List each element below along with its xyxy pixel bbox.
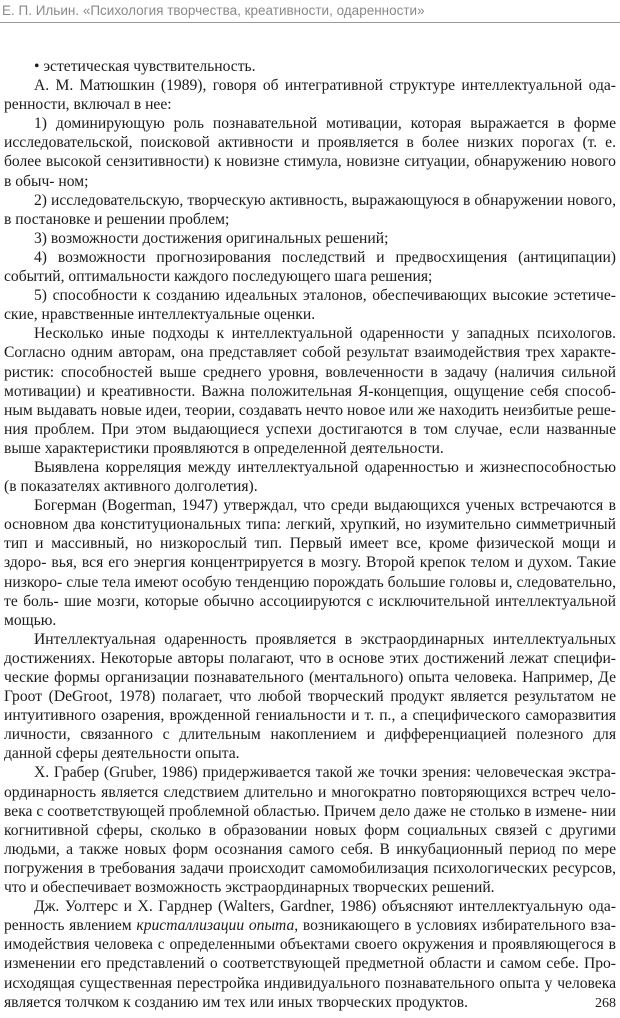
paragraph — [4, 76, 616, 114]
text-line: Интеллектуальная одаренность проявляется в экстраординарных интеллектуальных — [34, 630, 616, 648]
header-rule — [0, 22, 620, 23]
running-head — [0, 0, 620, 30]
paragraph — [4, 897, 616, 1012]
text-line: нии когнитивной сферы, сколько в образовании новых форм социальных связей с другими — [4, 802, 616, 839]
text-line: А. М. Матюшкин (1989), говоря об интегративной структуре интеллектуальной ода- — [34, 77, 616, 95]
emphasis-term: кристаллизации опыта, — [136, 917, 299, 935]
text-line: Богерман (Bogerman, 1947) утверждал, что среди выдающихся ученых встречаются в — [34, 497, 616, 515]
paragraph — [4, 496, 616, 630]
paragraph — [4, 763, 616, 897]
paragraph — [4, 229, 616, 248]
text-line: имодействия человека с определенными объектами своего окружения и проявляющегося в — [4, 936, 616, 954]
text-line: (в показателях активного долголетия). — [4, 478, 258, 496]
text-line: ческие формы организации познавательного (ментального) опыта человека. Например, Де — [4, 669, 616, 686]
paragraph — [4, 57, 616, 76]
text-line: ординарность является следствием длительно и многократно повторяющихся встреч чело- — [4, 783, 616, 801]
paragraph — [4, 630, 616, 764]
body-text — [4, 57, 616, 1012]
running-head-title: Е. П. Ильин. «Психология творчества, креативности, одаренности» — [2, 3, 425, 18]
page-number: 268 — [595, 996, 616, 1011]
paragraph — [4, 458, 616, 496]
text-line: событий, оптимальности каждого последующего шага решения; — [4, 268, 433, 286]
text-line: изменении его представлений о соответствующей предметной области и самом себе. Про- — [4, 955, 616, 973]
text-line: 4) возможности прогнозирования последствий и предвосхищения (антиципации) — [34, 248, 616, 266]
text-line: 5) способности к созданию идеальных эталонов, обеспечивающих высокие эстетиче- — [34, 287, 616, 305]
text-line: людьми, а также новых форм осознания самого себя. В инкубационный период по мере — [4, 840, 616, 858]
text-line: ристик: способностей выше среднего уровня, вовлеченности в задачу (наличия сильной — [4, 363, 616, 381]
paragraph — [4, 248, 616, 286]
text-line: погружения в требования задачи происходит самомобилизация психологических ресурсов, — [4, 859, 616, 877]
text-line: Х. Грабер (Gruber, 1986) придерживается такой же точки зрения: человеческая экстра- — [34, 764, 616, 782]
text-line: сферы деятельности опыта. — [55, 745, 240, 763]
text-line: 2) исследовательскую, творческую активность, выражающуюся в обнаружении — [34, 191, 564, 209]
paragraph — [4, 286, 616, 324]
text-line: века с соответствующей проблемной областью. Причем дело даже не столько в измене- — [4, 802, 587, 820]
text-line: Согласно одним авторам, она представляет собой результат взаимодействия трех характе- — [4, 344, 616, 362]
paragraph — [4, 324, 616, 458]
text-line: ния проблем. При этом выдающиеся успехи достигаются в том случае, если названные выше — [4, 420, 616, 457]
text-line: Гроот (DeGroot, 1978) полагает, что любой творческий продукт является результатом не — [4, 688, 616, 706]
text-line: достижениях. Некоторые авторы полагают, что в основе этих достижений лежат специфи- — [4, 649, 616, 667]
text-line: шие мозги, которые обычно ассоциируются с исключительной интеллектуальной мощью. — [4, 592, 617, 629]
text-line: возникающего в условиях избирательного вза- — [298, 917, 616, 935]
text-line: Дж. Уолтерс и Х. Гарднер (Walters, Gardner, 1986) объясняют интеллектуальную ода- — [34, 898, 616, 916]
text-line: 1) доминирующую роль познавательной мотивации, которая выражается в форме — [34, 115, 616, 133]
text-line: что и обеспечивает возможность экстраординарных творческих решений. — [4, 879, 495, 897]
text-line: ном; — [58, 172, 89, 190]
text-line: мотивации) и креативности. Важна положительная Я-концепция, ощущение себя способ- — [4, 382, 616, 400]
text-line: слые тела имеют особую тенденцию порождать большие головы и, следовательно, те боль- — [4, 573, 616, 610]
text-line: ным выдавать новые идеи, теории, создавать нечто новое или же находить неизбитые реше- — [4, 401, 616, 419]
text-line: • эстетическая чувствительность. — [34, 58, 256, 75]
paragraph — [4, 114, 616, 190]
text-line: является толчком к созданию им тех или иных творческих продуктов. — [4, 993, 469, 1011]
text-line: Выявлена корреляция между интеллектуальной одаренностью и жизнеспособностью — [34, 458, 616, 476]
text-line: исходящая существенная перестройка индивидуального познавательного опыта у человека — [4, 974, 616, 992]
text-line: высокой сензитивности) к новизне стимула, новизне ситуации, обнаружению нового в обыч- — [4, 153, 616, 190]
text-line: основном два конституциональных типа: легкий, хрупкий, но изумительно симметричный — [4, 516, 616, 534]
text-line: 3) возможности достижения оригинальных решений; — [34, 229, 389, 247]
text-line: ренность явлением — [4, 917, 137, 935]
text-line: ские, нравственные интеллектуальные оценки. — [4, 306, 316, 324]
text-line: интуитивного озарения, врожденной гениальности и т. п., а специфического саморазвития — [4, 707, 616, 725]
text-line: личности, связанного с длительным накоплением и дифференциацией полезного для данной — [4, 726, 616, 763]
text-line: характеристики проявляются в определенной деятельности. — [44, 439, 444, 457]
text-line: ренности, включал в нее: — [4, 96, 172, 114]
text-line: исследовательской, поисковой активности и проявляется в более низких порогах (т. е. более — [4, 134, 616, 171]
text-line: тип и массивный, но низкорослый тип. Первый имеет все, кроме физической мощи и здоро- — [4, 535, 616, 572]
text-line: нового, в постановке и решении проблем; — [4, 191, 616, 228]
text-line: Несколько иные подходы к интеллектуальной одаренности у западных психологов. — [34, 325, 616, 343]
paragraph — [4, 191, 616, 229]
text-line: вья, вся его энергия концентрируется в мозгу. Второй крепок телом и духом. Такие низкоро- — [4, 554, 616, 591]
